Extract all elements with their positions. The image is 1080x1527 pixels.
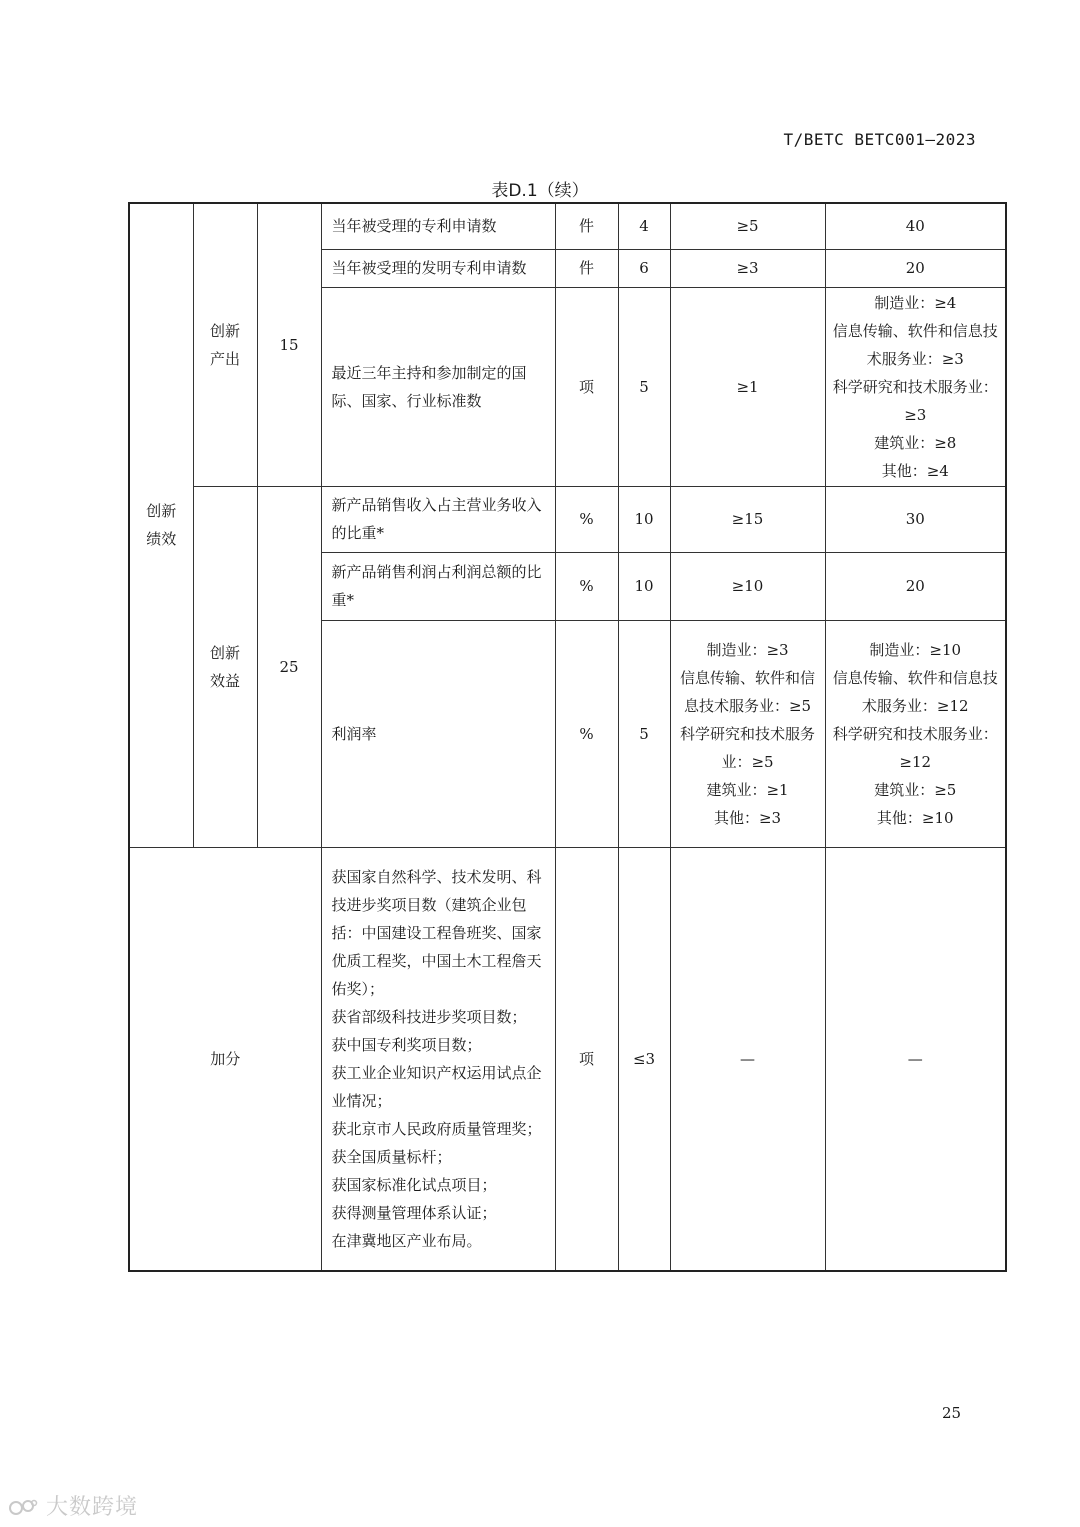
threshold-a-cell: 制造业：≥3 信息传输、软件和信息技术服务业：≥5 科学研究和技术服务业：≥5 建筑业：≥1 其他：≥3 xyxy=(670,620,825,847)
group-score-cell: 25 xyxy=(257,486,321,847)
indicator-cell: 当年被受理的发明专利申请数 xyxy=(321,249,555,287)
threshold-a-cell: ≥5 xyxy=(670,203,825,249)
threshold-a-cell: — xyxy=(670,847,825,1271)
threshold-a-cell: ≥1 xyxy=(670,287,825,486)
score-cell: 5 xyxy=(618,287,670,486)
threshold-b-cell: 制造业：≥10 信息传输、软件和信息技术服务业：≥12 科学研究和技术服务业：≥12 建筑业：≥5 其他：≥10 xyxy=(825,620,1006,847)
score-cell: 5 xyxy=(618,620,670,847)
threshold-b-cell: 40 xyxy=(825,203,1006,249)
group-name-cell: 创新 效益 xyxy=(193,486,257,847)
watermark-text: 大数跨境 xyxy=(46,1495,139,1520)
page-number: 25 xyxy=(942,1404,962,1422)
standard-code: T/BETC BETC001—2023 xyxy=(783,130,976,149)
unit-cell: 件 xyxy=(555,249,618,287)
score-cell: 10 xyxy=(618,552,670,620)
group-name-cell: 创新 产出 xyxy=(193,203,257,486)
threshold-a-cell: ≥3 xyxy=(670,249,825,287)
threshold-b-cell: 30 xyxy=(825,486,1006,552)
table-title: 表D.1（续） xyxy=(491,181,589,201)
threshold-b-cell: — xyxy=(825,847,1006,1271)
table-row xyxy=(129,203,1006,249)
threshold-a-cell: ≥10 xyxy=(670,552,825,620)
score-cell: ≤3 xyxy=(618,847,670,1271)
threshold-b-cell: 制造业：≥4 信息传输、软件和信息技术服务业：≥3 科学研究和技术服务业：≥3 建筑业：≥8 其他：≥4 xyxy=(825,287,1006,486)
unit-cell: % xyxy=(555,552,618,620)
unit-cell: 项 xyxy=(555,287,618,486)
unit-cell: % xyxy=(555,486,618,552)
unit-cell: 件 xyxy=(555,203,618,249)
watermark-logo-icon xyxy=(8,1497,38,1519)
indicator-cell: 最近三年主持和参加制定的国际、国家、行业标准数 xyxy=(321,287,555,486)
table-row xyxy=(129,847,1006,1271)
indicator-cell: 新产品销售利润占利润总额的比重* xyxy=(321,552,555,620)
threshold-a-cell: ≥15 xyxy=(670,486,825,552)
indicator-cell: 当年被受理的专利申请数 xyxy=(321,203,555,249)
score-cell: 4 xyxy=(618,203,670,249)
scoring-table xyxy=(128,202,1007,1272)
watermark xyxy=(8,1490,138,1521)
indicator-cell: 获国家自然科学、技术发明、科技进步奖项目数（建筑企业包括：中国建设工程鲁班奖、国家优质工程奖，中国土木工程詹天佑奖）； 获省部级科技进步奖项目数； 获中国专利奖项目数； 获工业企业知识产权运用试点企业情况； 获北京市人民政府质量管理奖； 获全国质量标杆； 获国家标准化试点项目； 获得测量管理体系认证； 在津冀地区产业布局。 xyxy=(321,847,555,1271)
table-row xyxy=(129,486,1006,552)
threshold-b-cell: 20 xyxy=(825,552,1006,620)
bonus-label-cell: 加分 xyxy=(129,847,321,1271)
unit-cell: % xyxy=(555,620,618,847)
score-cell: 10 xyxy=(618,486,670,552)
indicator-cell: 利润率 xyxy=(321,620,555,847)
score-cell: 6 xyxy=(618,249,670,287)
threshold-b-cell: 20 xyxy=(825,249,1006,287)
group-score-cell: 15 xyxy=(257,203,321,486)
unit-cell: 项 xyxy=(555,847,618,1271)
indicator-cell: 新产品销售收入占主营业务收入的比重* xyxy=(321,486,555,552)
category-cell: 创新 绩效 xyxy=(129,203,193,847)
